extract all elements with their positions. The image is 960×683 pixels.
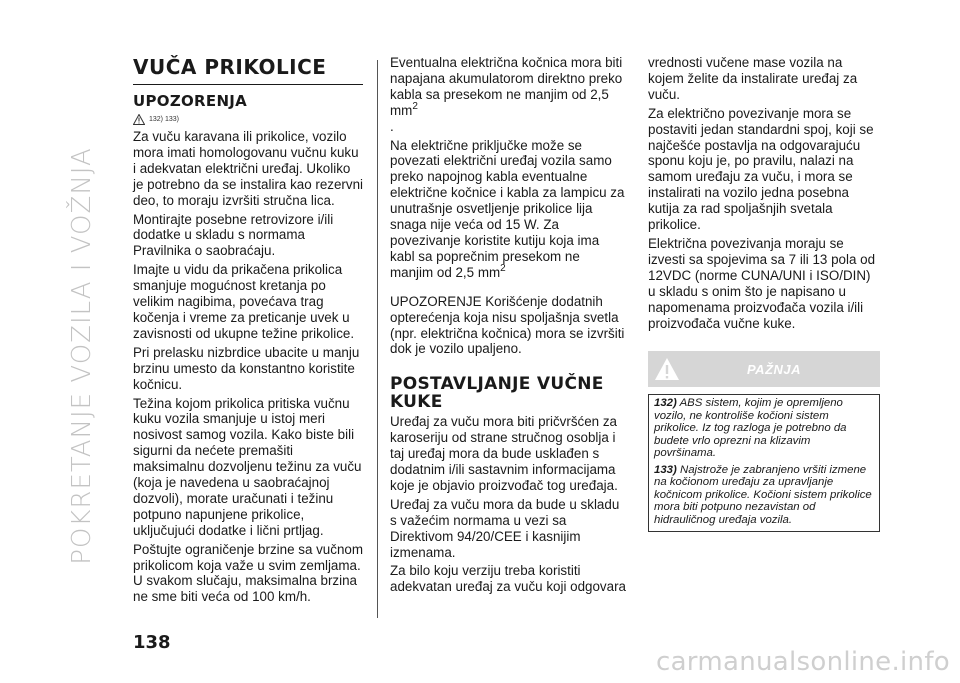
- note-text: Najstrože je zabranjeno vršiti izmene na kočionom uređaju za upravljanje kočnicom prikolice. Kočioni sistem prikolice mora biti potpuno nezavistan od hidrauličnog uređaja vozila.: [654, 463, 872, 526]
- paragraph: Imajte u vidu da prikačena prikolica smanjuje mogućnost kretanja po velikim nagibima, povećava trag kočenja i vreme za preticanje uvek u zavisnosti od ukupne težine prikolice.: [133, 262, 355, 341]
- superscript: 2: [500, 262, 506, 274]
- paragraph: Uređaj za vuču mora biti pričvršćen za karoseriju od strane stručnog osoblja i taj uređaj mora da bude usklađen s dodatnim i/ili sastavnim informacijama koje je objavio proizvođač tog uređaja.: [390, 414, 618, 493]
- paragraph: Poštujte ograničenje brzine sa vučnom prikolicom koja važe u svim zemljama. U svakom slučaju, maksimalna brzina ne sme biti veća od 100 km/h.: [133, 541, 364, 605]
- note-number: 133): [654, 463, 677, 476]
- paragraph-text: Eventualna električna kočnica mora biti napajana akumulatorom direktno preko kabla sa presekom ne manjim od 2,5 mm: [390, 55, 623, 118]
- column-1: [133, 56, 363, 605]
- column-divider: [377, 60, 378, 618]
- paragraph: Težina kojom prikolica pritiska vučnu kuku vozila smanjuje u istoj meri nosivost samog vozila. Kako biste bili sigurni da nećete premašiti maksimalnu dozvoljenu težinu za vuču (koja je navedena u saobraćajnoj dozvoli), morate uračunati i težinu potpuno napunjene prikolice, uključujući dodatke i lični prtljag.: [133, 395, 362, 538]
- attention-note: [654, 397, 874, 460]
- paragraph: Za vuču karavana ili prikolice, vozilo mora imati homologovanu vučnu kuku i adekvatan električni uređaj. Ukoliko je potrebno da se instalira kao rezervni deo, to moraju izvršiti stručna lica.: [133, 129, 364, 208]
- warning-triangle-icon: [654, 357, 680, 381]
- warning-refs: 132) 133): [149, 115, 179, 123]
- note-text: ABS sistem, kojim je opremljeno vozilo, ne kontroliše kočioni sistem prikolice. Iz tog razloga je potrebno da budete vrlo oprezni na klizavim površinama.: [654, 397, 847, 460]
- column-3: [648, 56, 880, 532]
- paragraph: [390, 55, 626, 135]
- attention-note: [654, 464, 874, 527]
- attention-box: [648, 394, 880, 532]
- warning-triangle-icon: [133, 114, 145, 125]
- paragraph: Uređaj za vuču mora da bude u skladu s važećim normama u vezi sa Direktivom 94/20/CEE i kasnijim izmenama.: [390, 496, 620, 560]
- paragraph: Pri prelasku nizbrdice ubacite u manju brzinu umesto da konstantno koristite kočnicu.: [133, 344, 360, 392]
- paragraph: [390, 138, 626, 281]
- note-number: 132): [654, 397, 677, 410]
- paragraph: UPOZORENJE Korišćenje dodatnih opterećenja koja nisu spoljašnja svetla (npr. električna kočnica) mora se izvršiti dok je vozilo upaljeno.: [390, 293, 625, 357]
- paragraph: vrednosti vučene mase vozila na kojem želite da instalirate uređaj za vuču.: [648, 55, 858, 102]
- watermark: carmanualsonline.info: [655, 647, 950, 677]
- chapter-side-title: POKRETANJE VOZILA I VOŽNJA: [67, 147, 97, 565]
- warning-refs-line: [133, 112, 363, 126]
- attention-title: PAŽNJA: [746, 361, 802, 377]
- paragraph: Električna povezivanja moraju se izvesti sa spojevima sa 7 ili 13 pola od 12VDC (norme CUNA/UNI i ISO/DIN) u skladu s onim što je napisano u napomenama proizvođača vozila i/ili proizvođača vučne kuke.: [648, 235, 876, 331]
- column-2: [390, 56, 626, 595]
- paragraph-text: Na električne priključke može se povezati električni uređaj vozila samo preko napojnog kabla eventualne električne kočnice i kabla za lampicu za unutrašnje osvetljenje prikolice lija snaga nije veća od 15 W. Za povezivanje koristite kutiju koja ima kabl sa poprečnim presekom ne manjim od 2,5 mm: [390, 137, 625, 280]
- subsection-heading: POSTAVLJANJE VUČNE KUKE: [390, 374, 604, 413]
- paragraph: Montirajte posebne retrovizore i/ili dodatke u skladu s normama Pravilnika o saobraćaju.: [133, 211, 334, 259]
- paragraph-text: .: [390, 118, 394, 134]
- section-title: VUČA PRIKOLICE: [133, 56, 363, 85]
- warning-heading: UPOZORENJA: [133, 92, 248, 110]
- page-number: 138: [133, 632, 171, 653]
- attention-header: [648, 351, 880, 387]
- superscript: 2: [412, 100, 418, 112]
- paragraph: Za električno povezivanje mora se postaviti jedan standardni spoj, koji se najčešće postavlja na odgovarajuću sponu koju je, po pravilu, nalazi na samom uređaju za vuču, i mora se instalirati na vozilo jedna posebna kutija za rad spoljašnjih svetala prikolice.: [648, 105, 874, 233]
- paragraph: Za bilo koju verziju treba koristiti adekvatan uređaj za vuču koji odgovara: [390, 563, 626, 595]
